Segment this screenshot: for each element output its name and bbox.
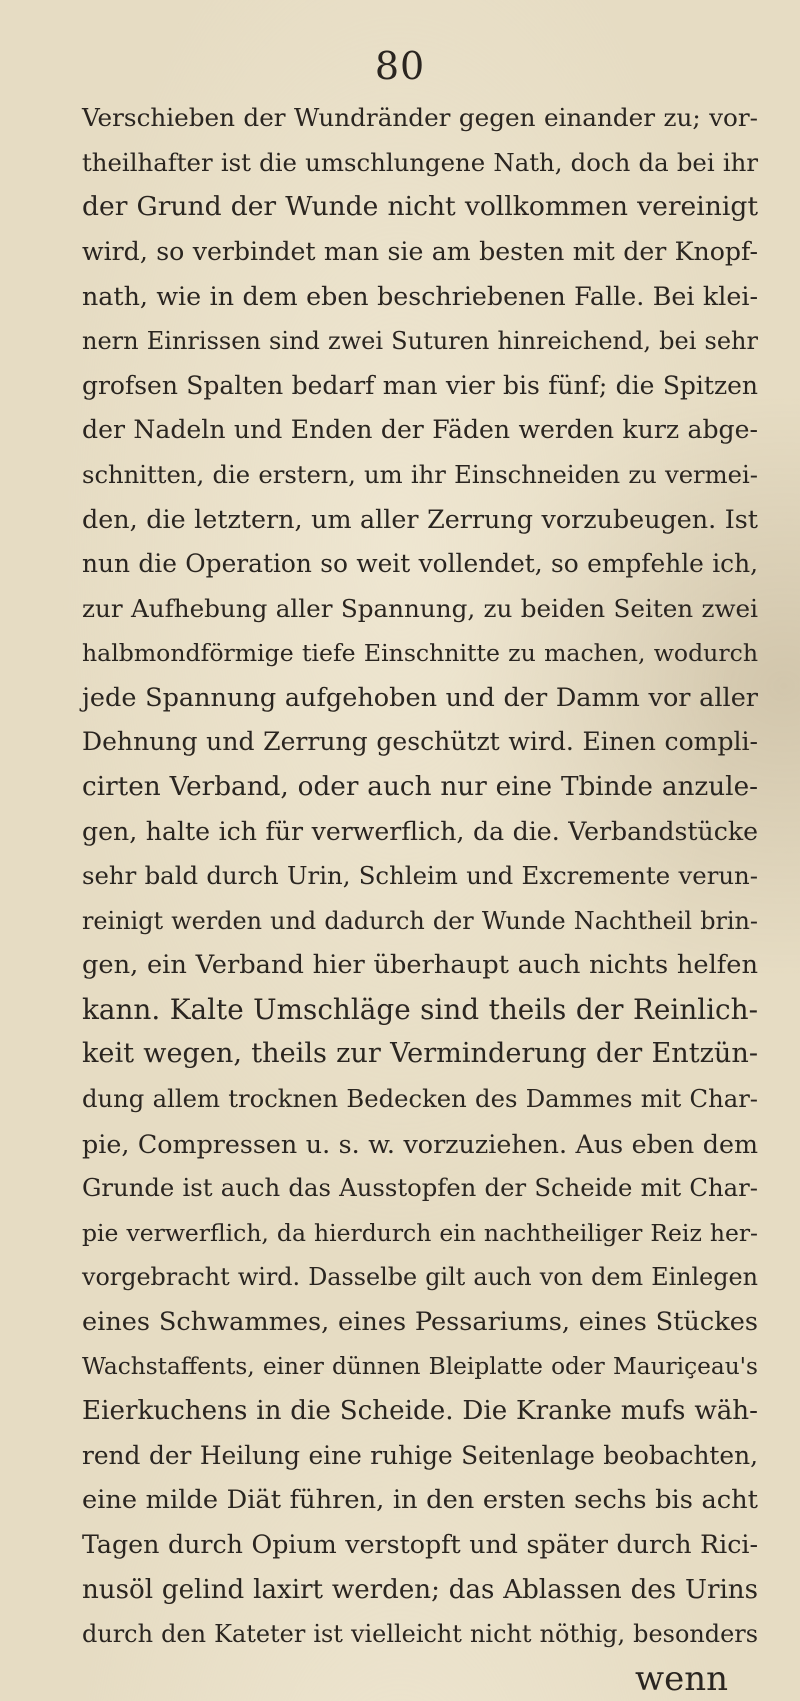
text-line: Tagen durch Opium verstopft und später durch Rici-: [82, 1530, 758, 1559]
text-line: nath, wie in dem eben beschriebenen Falle. Bei klei-: [82, 281, 758, 312]
text-line: theilhafter ist die umschlungene Nath, doch da bei ihr: [82, 147, 758, 177]
text-line: gen, halte ich für verwerflich, da die. Verbandstücke: [82, 816, 758, 846]
catchword: wenn: [634, 1658, 728, 1699]
text-line: rend der Heilung eine ruhige Seitenlage beobachten,: [82, 1440, 758, 1470]
text-line: keit wegen, theils zur Verminderung der Entzün-: [82, 1038, 758, 1070]
text-line: halbmondförmige tiefe Einschnitte zu machen, wodurch: [82, 639, 758, 668]
text-line: der Nadeln und Enden der Fäden werden kurz abge-: [82, 415, 758, 445]
text-line: reinigt werden und dadurch der Wunde Nachtheil brin-: [82, 906, 758, 935]
text-line: cirten Verband, oder auch nur eine Tbinde anzule-: [82, 771, 758, 802]
text-line: vorgebracht wird. Dasselbe gilt auch von dem Einlegen: [82, 1263, 758, 1292]
text-line: sehr bald durch Urin, Schleim und Excremente verun-: [82, 861, 758, 891]
body-text: [82, 96, 758, 1701]
text-line: Dehnung und Zerrung geschützt wird. Einen compli-: [82, 727, 758, 757]
page-number: 80: [374, 44, 426, 88]
text-line: schnitten, die erstern, um ihr Einschneiden zu vermei-: [82, 459, 758, 489]
text-line: zur Aufhebung aller Spannung, zu beiden Seiten zwei: [82, 593, 758, 623]
text-line: nun die Operation so weit vollendet, so empfehle ich,: [82, 548, 758, 578]
text-line: kann. Kalte Umschläge sind theils der Reinlich-: [82, 992, 758, 1026]
text-line: gen, ein Verband hier überhaupt auch nichts helfen: [82, 950, 758, 981]
text-line: eine milde Diät führen, in den ersten sechs bis acht: [82, 1485, 758, 1516]
text-line: pie verwerflich, da hierdurch ein nachtheiliger Reiz her-: [82, 1218, 758, 1247]
text-line: Wachstaffents, einer dünnen Bleiplatte oder Mauriçeau's: [82, 1352, 758, 1380]
text-line: Verschieben der Wundränder gegen einander zu; vor-: [82, 103, 758, 132]
text-line: der Grund der Wunde nicht vollkommen vereinigt: [82, 191, 758, 223]
text-line: Grunde ist auch das Ausstopfen der Scheide mit Char-: [82, 1173, 758, 1203]
text-line: nern Einrissen sind zwei Suturen hinreichend, bei sehr: [82, 326, 758, 355]
text-line: nusöl gelind laxirt werden; das Ablassen des Urins: [82, 1574, 758, 1605]
text-line: wird, so verbindet man sie am besten mit der Knopf-: [82, 236, 758, 266]
text-line: Eierkuchens in die Scheide. Die Kranke mufs wäh-: [82, 1396, 758, 1427]
text-line: dung allem trocknen Bedecken des Dammes mit Char-: [82, 1084, 758, 1114]
text-line: den, die letztern, um aller Zerrung vorzubeugen. Ist: [82, 504, 758, 535]
text-line: durch den Kateter ist vielleicht nicht nöthig, besonders: [82, 1620, 758, 1649]
text-line: pie, Compressen u. s. w. vorzuziehen. Aus eben dem: [82, 1128, 758, 1159]
text-line: eines Schwammes, eines Pessariums, eines Stückes: [82, 1307, 758, 1338]
text-line: jede Spannung aufgehoben und der Damm vor aller: [82, 682, 758, 713]
text-line: grofsen Spalten bedarf man vier bis fünf; die Spitzen: [82, 370, 758, 400]
